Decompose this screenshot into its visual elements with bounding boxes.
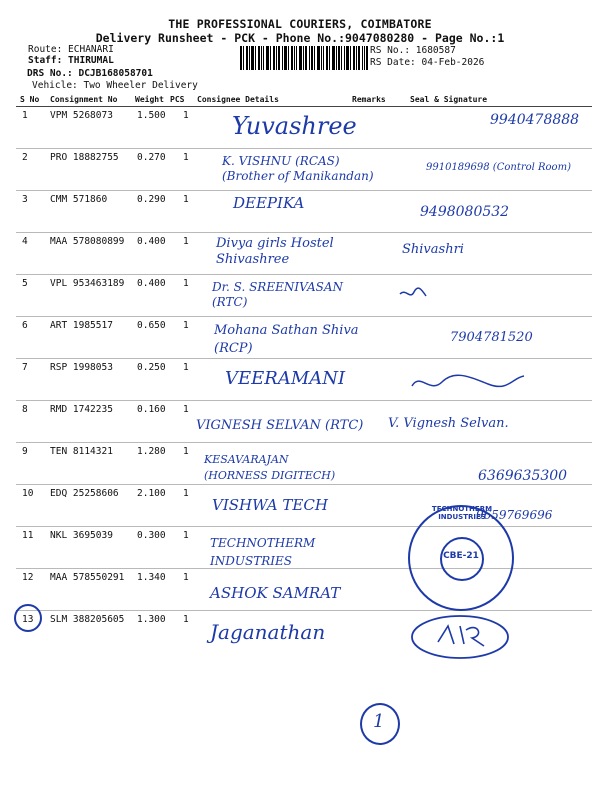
row-pcs: 1 — [183, 572, 189, 583]
row-consignment: VPM 5268073 — [50, 110, 113, 121]
row-divider — [16, 610, 592, 611]
row-pcs: 1 — [183, 278, 189, 289]
row-pcs: 1 — [183, 362, 189, 373]
route-label: Route: ECHANARI — [28, 44, 114, 55]
row-sno: 9 — [22, 446, 28, 457]
row-consignment: SLM 388205605 — [50, 614, 125, 625]
row-pcs: 1 — [183, 614, 189, 625]
rs-date: RS Date: 04-Feb-2026 — [370, 57, 485, 68]
col-consignee: Consignee Details — [197, 95, 279, 104]
row-pcs: 1 — [183, 530, 189, 541]
seal-handwriting: Shivashri — [402, 242, 464, 257]
row-divider — [16, 484, 592, 485]
row-weight: 1.300 — [137, 614, 166, 625]
row-consignment: CMM 571860 — [50, 194, 108, 205]
consignee-handwriting: TECHNOTHERM INDUSTRIES — [210, 536, 316, 568]
col-pcs: PCS — [170, 95, 185, 104]
row-divider — [16, 526, 592, 527]
row-sno: 11 — [22, 530, 34, 541]
row-sno: 5 — [22, 278, 28, 289]
row-pcs: 1 — [183, 446, 189, 457]
consignee-handwriting: VEERAMANI — [225, 368, 346, 389]
row-pcs: 1 — [183, 194, 189, 205]
row-sno: 6 — [22, 320, 28, 331]
row-weight: 1.340 — [137, 572, 166, 583]
consignee-handwriting: DEEPIKA — [233, 194, 305, 212]
col-remarks: Remarks — [352, 95, 386, 104]
row-weight: 0.160 — [137, 404, 166, 415]
row-weight: 1.500 — [137, 110, 166, 121]
row-divider — [16, 232, 592, 233]
row-weight: 0.250 — [137, 362, 166, 373]
row-consignment: MAA 578080899 — [50, 236, 125, 247]
consignee-handwriting: Jaganathan — [210, 620, 326, 644]
runsheet-title: Delivery Runsheet - PCK - Phone No.:9047080280 - Page No.:1 — [95, 31, 505, 45]
row-pcs: 1 — [183, 488, 189, 499]
col-seal: Seal & Signature — [410, 95, 488, 104]
row-sno: 12 — [22, 572, 34, 583]
stamp-center-text: CBE-21 — [443, 551, 479, 561]
consignee-handwriting: Dr. S. SREENIVASAN (RTC) — [212, 280, 344, 309]
row-consignment: TEN 8114321 — [50, 446, 113, 457]
row-consignment: PRO 18882755 — [50, 152, 119, 163]
drs-number: DRS No.: DCJB168058701 — [27, 68, 153, 79]
row-weight: 0.300 — [137, 530, 166, 541]
consignee-handwriting: VISHWA TECH — [212, 496, 328, 514]
row-sno: 3 — [22, 194, 28, 205]
col-consignment: Consignment No — [50, 95, 118, 104]
row-sno: 8 — [22, 404, 28, 415]
signature-mark — [408, 370, 528, 394]
row-pcs: 1 — [183, 236, 189, 247]
col-sno: S No — [20, 95, 40, 104]
row-weight: 0.270 — [137, 152, 166, 163]
row-weight: 0.400 — [137, 236, 166, 247]
company-title: THE PROFESSIONAL COURIERS, COIMBATORE — [168, 17, 432, 31]
consignee-handwriting: KESAVARAJAN (HORNESS DIGITECH) — [204, 453, 336, 482]
consignee-handwriting: Yuvashree — [232, 112, 357, 140]
row-divider — [16, 358, 592, 359]
row-divider — [16, 442, 592, 443]
row-sno: 2 — [22, 152, 28, 163]
row-weight: 0.290 — [137, 194, 166, 205]
seal-handwriting: 9659769696 — [476, 508, 553, 522]
row-sno: 7 — [22, 362, 28, 373]
staff-label: Staff: THIRUMAL — [28, 55, 114, 66]
row-consignment: VPL 953463189 — [50, 278, 125, 289]
row-weight: 0.400 — [137, 278, 166, 289]
row-consignment: NKL 3695039 — [50, 530, 113, 541]
row-sno: 10 — [22, 488, 34, 499]
header-divider — [16, 106, 592, 107]
seal-handwriting: 7904781520 — [450, 330, 533, 345]
row-divider — [16, 148, 592, 149]
stamp-ring-text: TECHNOTHERM INDUSTRIES — [431, 505, 493, 521]
consignee-handwriting: K. VISHNU (RCAS) (Brother of Manikandan) — [222, 154, 374, 183]
col-weight: Weight — [135, 95, 164, 104]
row-consignment: RSP 1998053 — [50, 362, 113, 373]
company-stamp — [408, 505, 514, 611]
seal-handwriting: V. Vignesh Selvan. — [388, 416, 509, 431]
row-weight: 0.650 — [137, 320, 166, 331]
signature-mark — [398, 286, 428, 302]
barcode-image — [240, 46, 368, 70]
row-sno: 13 — [22, 614, 34, 625]
page-number-mark: 1 — [373, 711, 385, 732]
vehicle-label: Vehicle: Two Wheeler Delivery — [32, 80, 198, 91]
row-weight: 1.280 — [137, 446, 166, 457]
row-divider — [16, 400, 592, 401]
row-sno: 1 — [22, 110, 28, 121]
row-divider — [16, 316, 592, 317]
row-pcs: 1 — [183, 110, 189, 121]
consignee-handwriting: Divya girls Hostel Shivashree — [216, 236, 334, 267]
row-consignment: RMD 1742235 — [50, 404, 113, 415]
row-consignment: EDQ 25258606 — [50, 488, 119, 499]
row-sno: 4 — [22, 236, 28, 247]
row-pcs: 1 — [183, 404, 189, 415]
rs-number: RS No.: 1680587 — [370, 45, 456, 56]
oval-signature — [408, 612, 512, 662]
seal-handwriting: 9498080532 — [420, 204, 510, 220]
table-header — [0, 94, 600, 106]
seal-handwriting: 9910189698 (Control Room) — [426, 162, 571, 173]
row-divider — [16, 190, 592, 191]
consignee-handwriting: VIGNESH SELVAN (RTC) — [196, 418, 364, 433]
consignee-handwriting: Mohana Sathan Shiva (RCP) — [214, 323, 359, 356]
seal-handwriting: 9940478888 — [490, 112, 580, 128]
row-consignment: MAA 578550291 — [50, 572, 125, 583]
row-13-circle-mark — [14, 604, 42, 632]
seal-handwriting: 6369635300 — [478, 468, 568, 484]
row-pcs: 1 — [183, 152, 189, 163]
consignee-handwriting: ASHOK SAMRAT — [210, 584, 341, 602]
row-divider — [16, 274, 592, 275]
row-consignment: ART 1985517 — [50, 320, 113, 331]
row-weight: 2.100 — [137, 488, 166, 499]
row-pcs: 1 — [183, 320, 189, 331]
